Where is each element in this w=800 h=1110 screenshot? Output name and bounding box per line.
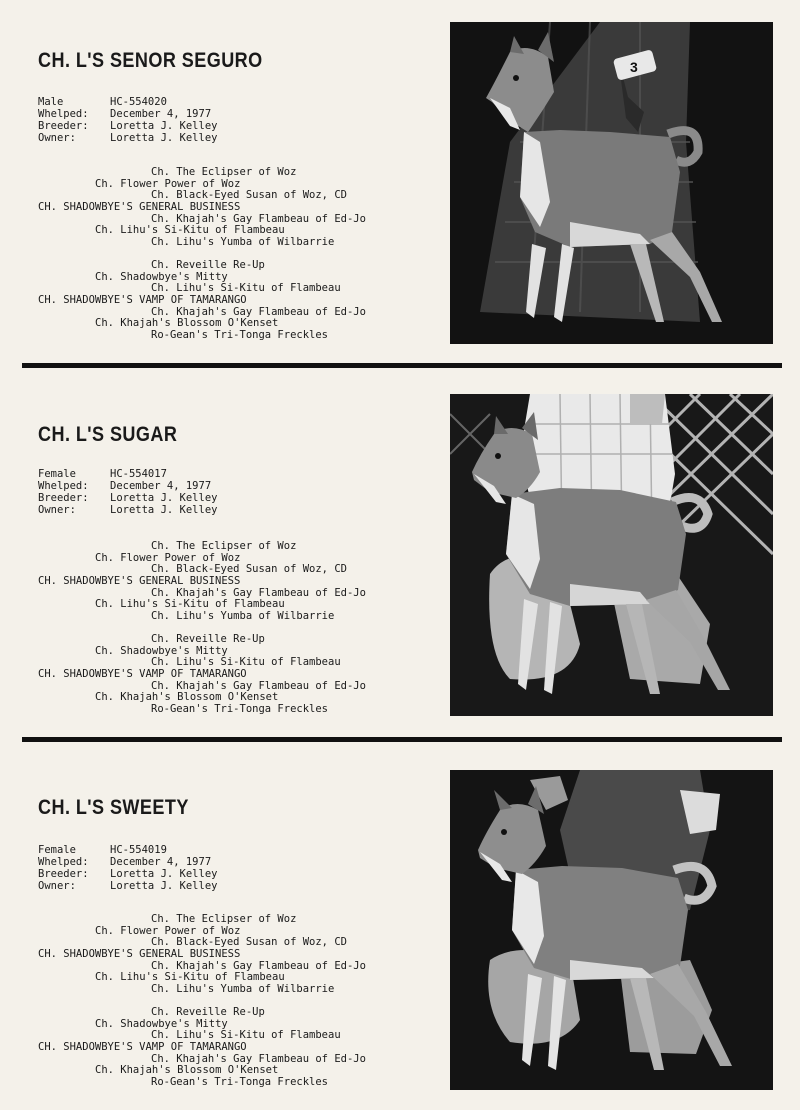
pedigree-line: Ch. Khajah's Blossom O'Kenset <box>95 317 279 330</box>
pedigree-line: Ch. Black-Eyed Susan of Woz, CD <box>151 936 347 949</box>
breeder-label: Breeder: <box>38 120 89 132</box>
sex-value: Female <box>38 844 76 856</box>
breeder-value: Loretta J. Kelley <box>110 492 218 504</box>
pedigree-line: Ch. Lihu's Yumba of Wilbarrie <box>151 236 335 249</box>
owner-label: Owner: <box>38 880 76 892</box>
section-divider <box>22 363 782 368</box>
pedigree-line: Ch. Khajah's Gay Flambeau of Ed-Jo <box>151 959 366 972</box>
pedigree-dam: CH. SHADOWBYE'S VAMP OF TAMARANGO <box>38 667 247 680</box>
dog-photo-illustration <box>450 770 773 1090</box>
registration-number: HC-554017 <box>110 468 167 480</box>
pedigree-line: Ro-Gean's Tri-Tonga Freckles <box>151 328 329 341</box>
pedigree-line: Ch. Khajah's Gay Flambeau of Ed-Jo <box>151 305 366 318</box>
dog-info <box>38 468 217 516</box>
pedigree-line: Ch. Lihu's Yumba of Wilbarrie <box>151 983 335 996</box>
dog-photo <box>450 394 773 716</box>
sex-row <box>38 844 217 856</box>
sex-value: Female <box>38 468 76 480</box>
pedigree-line: Ch. Reveille Re-Up <box>151 1005 265 1018</box>
registration-number: HC-554020 <box>110 96 167 108</box>
pedigree-dam: CH. SHADOWBYE'S VAMP OF TAMARANGO <box>38 293 247 306</box>
pedigree-line: Ch. Lihu's Si-Kitu of Flambeau <box>151 282 341 295</box>
pedigree <box>0 541 366 716</box>
pedigree-line: Ro-Gean's Tri-Tonga Freckles <box>151 1075 329 1088</box>
pedigree-line: Ch. The Eclipser of Woz <box>151 913 297 925</box>
owner-row <box>38 504 217 516</box>
breeder-row <box>38 492 217 504</box>
whelped-label: Whelped: <box>38 108 89 120</box>
owner-label: Owner: <box>38 504 76 516</box>
dog-info <box>38 96 217 144</box>
dog-title: CH. L'S SUGAR <box>38 423 178 446</box>
pedigree-sire: CH. SHADOWBYE'S GENERAL BUSINESS <box>38 201 241 214</box>
whelped-value: December 4, 1977 <box>110 108 212 120</box>
pedigree-line: Ch. Reveille Re-Up <box>151 258 265 271</box>
breeder-value: Loretta J. Kelley <box>110 868 218 880</box>
sex-row <box>38 96 217 108</box>
dog-entry-sweety <box>0 742 800 1110</box>
registration-number: HC-554019 <box>110 844 167 856</box>
pedigree-dam: CH. SHADOWBYE'S VAMP OF TAMARANGO <box>38 1040 247 1053</box>
whelped-row <box>38 108 217 120</box>
pedigree-line: Ro-Gean's Tri-Tonga Freckles <box>151 702 329 715</box>
whelped-value: December 4, 1977 <box>110 480 212 492</box>
pedigree-line: Ch. Flower Power of Woz <box>95 551 241 564</box>
pedigree-line: Ch. Khajah's Gay Flambeau of Ed-Jo <box>151 1052 366 1065</box>
dog-photo-illustration <box>450 22 773 344</box>
breeder-row <box>38 120 217 132</box>
pedigree-line: Ch. Khajah's Blossom O'Kenset <box>95 691 279 704</box>
breeder-row <box>38 868 217 880</box>
pedigree-line: Ch. The Eclipser of Woz <box>151 166 297 178</box>
pedigree-line: Ch. Khajah's Gay Flambeau of Ed-Jo <box>151 212 366 225</box>
pedigree-line: Ch. Khajah's Gay Flambeau of Ed-Jo <box>151 679 366 692</box>
pedigree-line: Ch. The Eclipser of Woz <box>151 540 297 552</box>
pedigree-line: Ch. Lihu's Yumba of Wilbarrie <box>151 610 335 623</box>
whelped-row <box>38 856 217 868</box>
dog-photo <box>450 770 773 1090</box>
sex-value: Male <box>38 96 64 108</box>
pedigree-line: Ch. Khajah's Gay Flambeau of Ed-Jo <box>151 586 366 599</box>
owner-row <box>38 880 217 892</box>
owner-value: Loretta J. Kelley <box>110 880 218 892</box>
pedigree-line: Ch. Khajah's Blossom O'Kenset <box>95 1064 279 1077</box>
pedigree-line: Ch. Shadowbye's Mitty <box>95 644 228 657</box>
pedigree-line: Ch. Shadowbye's Mitty <box>95 1017 228 1030</box>
dog-photo <box>450 22 773 344</box>
whelped-value: December 4, 1977 <box>110 856 212 868</box>
pedigree-line: Ch. Black-Eyed Susan of Woz, CD <box>151 189 347 202</box>
breeder-label: Breeder: <box>38 868 89 880</box>
pedigree-line: Ch. Flower Power of Woz <box>95 924 241 937</box>
sex-row <box>38 468 217 480</box>
breeder-label: Breeder: <box>38 492 89 504</box>
breeder-value: Loretta J. Kelley <box>110 120 218 132</box>
pedigree-line: Ch. Reveille Re-Up <box>151 632 265 645</box>
dog-entry-senor-seguro <box>0 0 800 366</box>
armband-number: 3 <box>630 59 638 75</box>
pedigree <box>0 167 366 342</box>
pedigree-line: Ch. Lihu's Si-Kitu of Flambeau <box>95 598 285 611</box>
owner-label: Owner: <box>38 132 76 144</box>
pedigree-line: Ch. Shadowbye's Mitty <box>95 270 228 283</box>
owner-value: Loretta J. Kelley <box>110 132 218 144</box>
dog-photo-illustration <box>450 394 773 716</box>
owner-row <box>38 132 217 144</box>
whelped-row <box>38 480 217 492</box>
pedigree <box>0 914 366 1089</box>
pedigree-sire: CH. SHADOWBYE'S GENERAL BUSINESS <box>38 575 241 588</box>
pedigree-line: Ch. Lihu's Si-Kitu of Flambeau <box>95 224 285 237</box>
pedigree-line: Ch. Lihu's Si-Kitu of Flambeau <box>151 1029 341 1042</box>
pedigree-line: Ch. Lihu's Si-Kitu of Flambeau <box>151 656 341 669</box>
whelped-label: Whelped: <box>38 480 89 492</box>
whelped-label: Whelped: <box>38 856 89 868</box>
owner-value: Loretta J. Kelley <box>110 504 218 516</box>
pedigree-line: Ch. Lihu's Si-Kitu of Flambeau <box>95 971 285 984</box>
dog-info <box>38 844 217 892</box>
pedigree-line: Ch. Black-Eyed Susan of Woz, CD <box>151 563 347 576</box>
dog-title: CH. L'S SENOR SEGURO <box>38 49 263 72</box>
dog-title: CH. L'S SWEETY <box>38 796 189 819</box>
pedigree-sire: CH. SHADOWBYE'S GENERAL BUSINESS <box>38 948 241 961</box>
dog-entry-sugar <box>0 370 800 738</box>
pedigree-line: Ch. Flower Power of Woz <box>95 177 241 190</box>
